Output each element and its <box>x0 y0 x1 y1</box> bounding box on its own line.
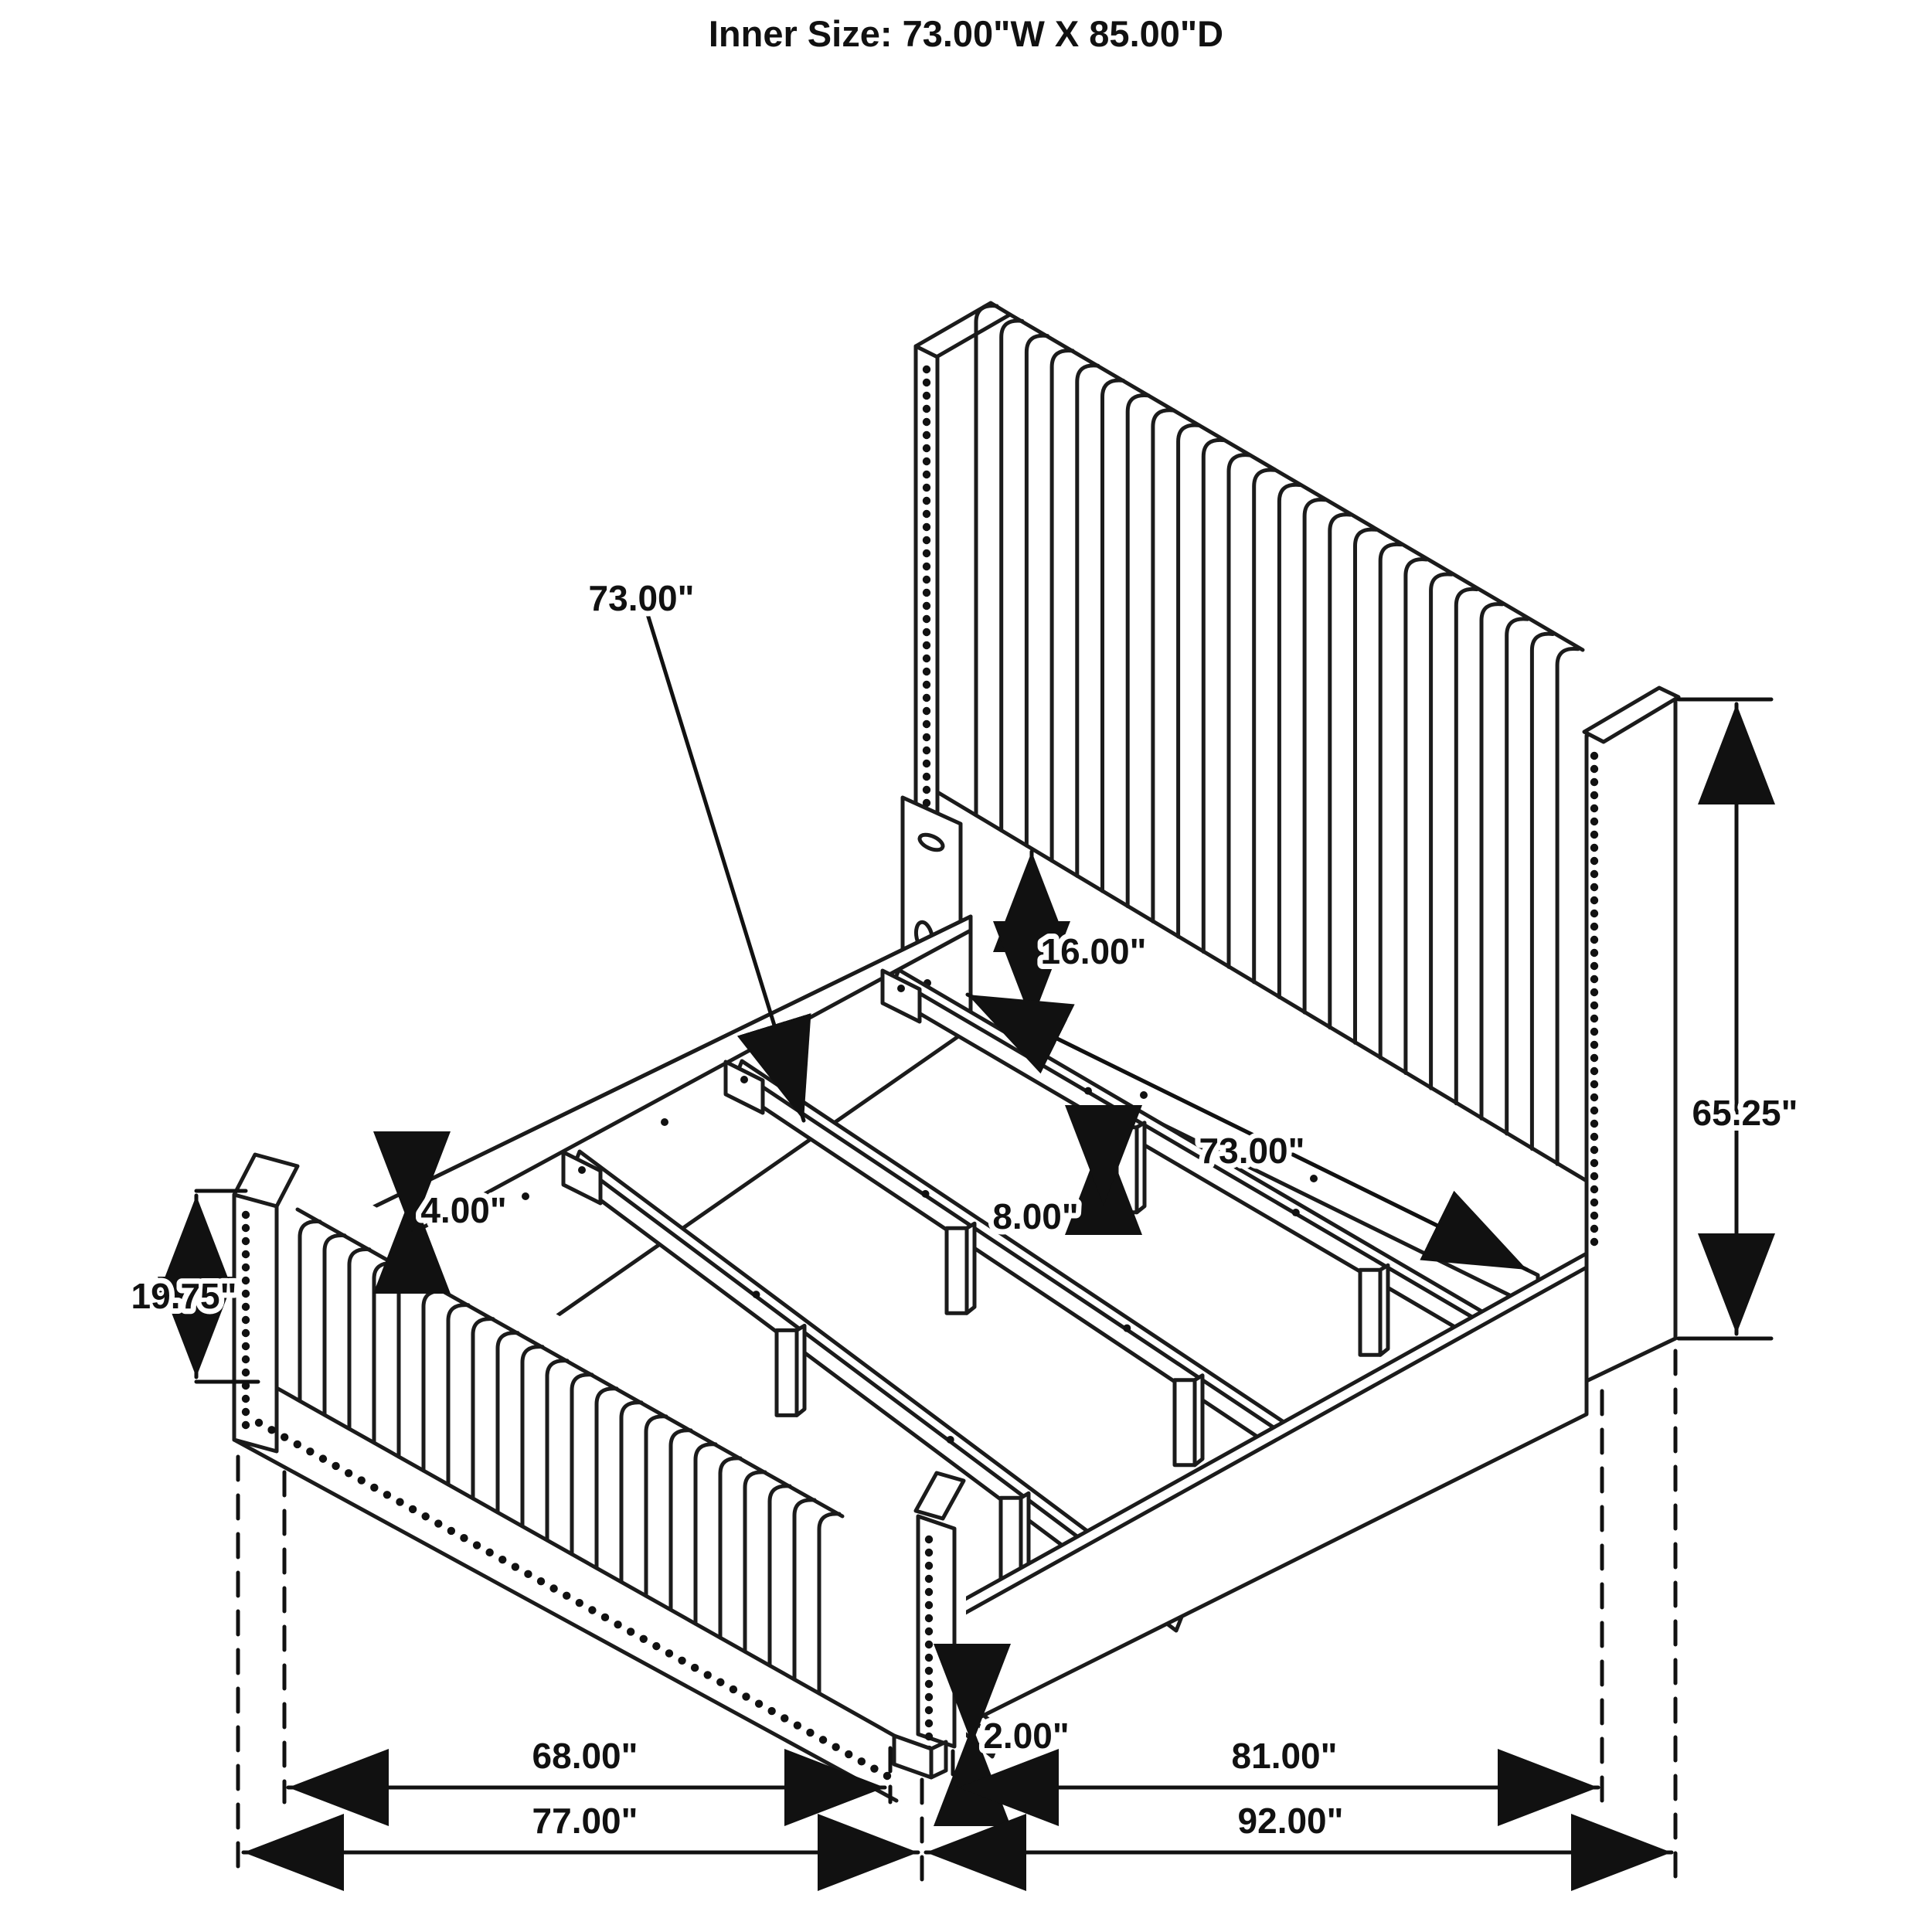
support-leg <box>1360 1265 1388 1355</box>
label-foot-glide: 2.00" <box>983 1716 1070 1756</box>
title: Inner Size: 73.00"W X 85.00"D <box>708 13 1224 54</box>
label-panel-gap: 16.00" <box>1040 931 1147 971</box>
label-outer-left: 77.00" <box>532 1801 638 1841</box>
footboard-left-post <box>234 1195 277 1451</box>
support-leg <box>777 1325 804 1415</box>
foot-glide-side <box>931 1742 946 1777</box>
headboard-right-wing <box>1584 688 1679 1381</box>
wing-face <box>1587 698 1675 1381</box>
label-footboard-height: 19.75" <box>131 1276 237 1316</box>
label-inner-width: 73.00" <box>1199 1131 1305 1171</box>
support-leg <box>1175 1376 1202 1465</box>
label-rail-lip: 4.00" <box>420 1190 507 1230</box>
support-leg <box>1117 1123 1145 1213</box>
label-leg-height: 8.00" <box>992 1196 1079 1236</box>
footboard-right-post <box>918 1516 954 1747</box>
label-outer-right: 92.00" <box>1237 1801 1344 1841</box>
label-slat-width: 73.00" <box>588 578 695 618</box>
label-inner-right: 81.00" <box>1231 1736 1338 1776</box>
label-inner-left: 68.00" <box>532 1736 638 1776</box>
support-leg <box>947 1223 975 1313</box>
label-headboard-height: 65.25" <box>1692 1093 1798 1133</box>
